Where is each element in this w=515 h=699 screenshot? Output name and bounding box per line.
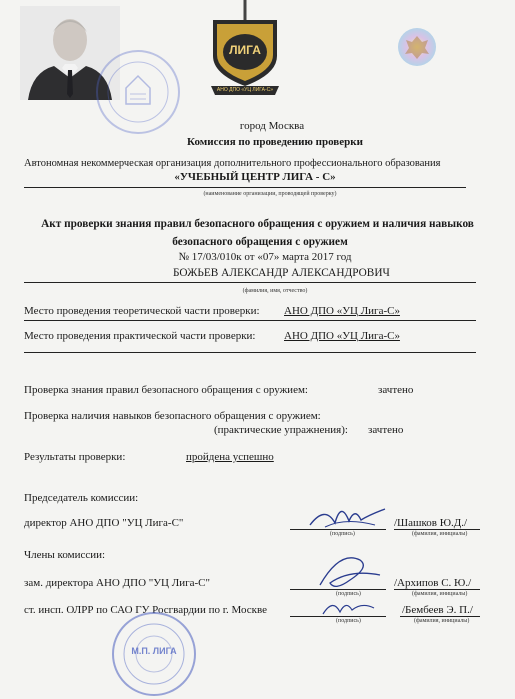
skills-check-sub: (практические упражнения):: [214, 424, 348, 436]
results-value: пройдена успешно: [186, 451, 274, 463]
person-caption: (фамилия, имя, отчество): [242, 288, 308, 294]
skills-check-result: зачтено: [368, 424, 404, 436]
commission-title: Комиссия по проведению проверки: [187, 136, 363, 148]
chair-heading: Председатель комиссии:: [24, 492, 139, 504]
chair-name-caption: (фамилия, инициалы): [412, 531, 468, 537]
member1-signature: [310, 545, 390, 595]
act-number: № 17/03/010к от «07» марта 2017 год: [178, 251, 352, 263]
act-title-line1: Акт проверки знания правил безопасного обращения с оружием и наличия навыков: [41, 218, 474, 230]
logo-caption: АНО ДПО «УЦ ЛИГА-С»: [216, 87, 274, 93]
theory-place-value: АНО ДПО «УЦ Лига-С»: [284, 305, 400, 317]
chair-name: /Шашков Ю.Д./: [394, 517, 468, 529]
bottom-stamp-text: М.П. ЛИГА: [131, 646, 177, 656]
results-label: Результаты проверки:: [24, 451, 126, 463]
act-title-line2: безопасного обращения с оружием: [172, 236, 348, 248]
chair-signature: [305, 495, 395, 535]
knowledge-check-result: зачтено: [378, 384, 414, 396]
member1-name-caption: (фамилия, инициалы): [412, 591, 468, 597]
org-line: Автономная некоммерческая организация дополнительного профессионального образования: [24, 158, 441, 169]
member1-name: /Архипов С. Ю./: [394, 577, 472, 589]
member1-position: зам. директора АНО ДПО "УЦ Лига-С": [24, 577, 210, 589]
member2-position: ст. инсп. ОЛРР по САО ГУ Росгвардии по г. Москве: [24, 604, 268, 616]
org-name: «УЧЕБНЫЙ ЦЕНТР ЛИГА - С»: [174, 171, 336, 183]
member1-sign-caption: (подпись): [336, 591, 361, 597]
member2-signature: [318, 594, 378, 620]
org-caption: (наименование организации, проводящей проверку): [203, 191, 337, 197]
person-name: БОЖЬЕВ АЛЕКСАНДР АЛЕКСАНДРОВИЧ: [173, 267, 390, 279]
knowledge-check-label: Проверка знания правил безопасного обращения с оружием:: [24, 384, 308, 396]
logo-text: ЛИГА: [229, 43, 261, 57]
member2-sign-caption: (подпись): [336, 618, 361, 624]
liga-logo: [205, 0, 285, 98]
round-stamp-top: [96, 50, 180, 134]
chair-position: директор АНО ДПО "УЦ Лига-С": [24, 517, 184, 529]
city: город Москва: [239, 120, 305, 132]
practice-place-label: Место проведения практической части проверки:: [24, 330, 256, 342]
skills-check-label: Проверка наличия навыков безопасного обращения с оружием:: [24, 410, 321, 422]
chair-sign-caption: (подпись): [330, 531, 355, 537]
member2-name: /Бембеев Э. П./: [402, 604, 473, 616]
theory-place-label: Место проведения теоретической части проверки:: [24, 305, 260, 317]
members-heading: Члены комиссии:: [24, 549, 106, 561]
round-stamp-bottom: [112, 612, 196, 696]
practice-place-value: АНО ДПО «УЦ Лига-С»: [284, 330, 400, 342]
hologram-emblem-icon: [398, 28, 436, 66]
member2-name-caption: (фамилия, инициалы): [414, 618, 470, 624]
